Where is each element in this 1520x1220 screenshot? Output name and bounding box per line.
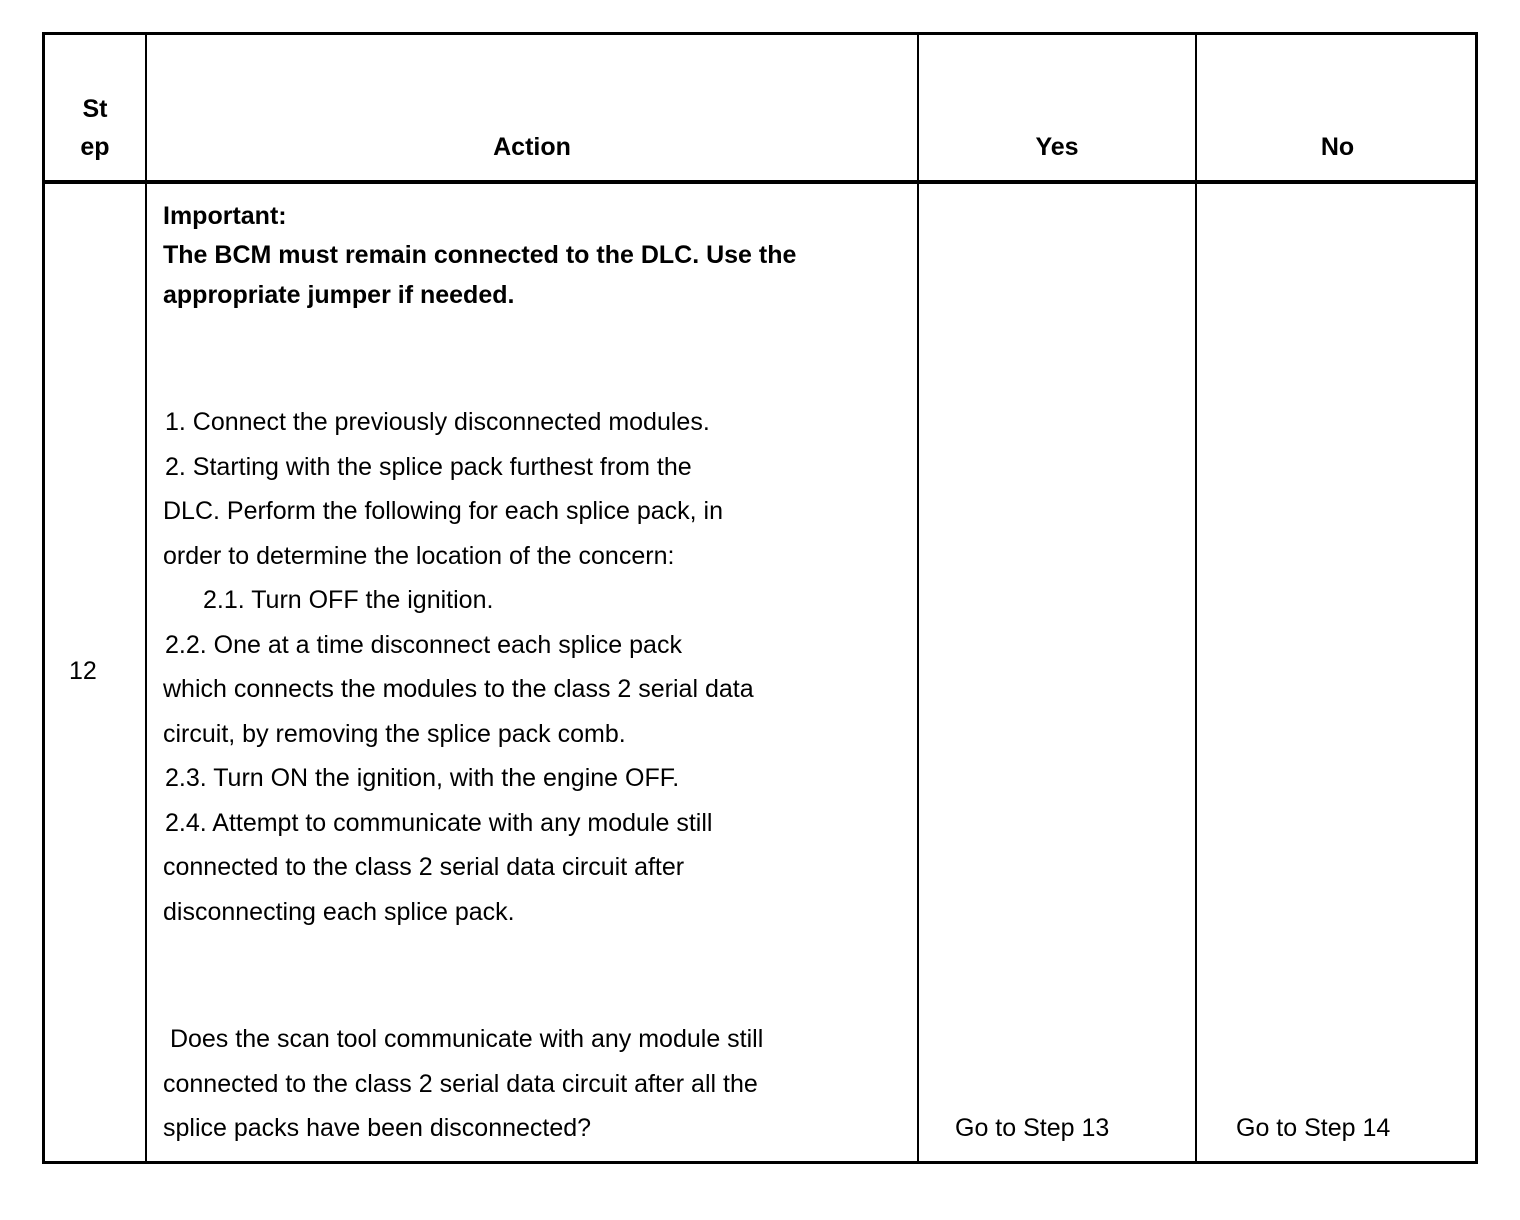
procedure-line: 2.1. Turn OFF the ignition. (203, 586, 494, 614)
header-step-line1: St (82, 95, 108, 123)
header-yes: Yes (1035, 133, 1079, 161)
question-line: Does the scan tool communicate with any module still (163, 1025, 764, 1053)
procedure-line: connected to the class 2 serial data circuit after (163, 853, 685, 881)
procedure-line: order to determine the location of the concern: (163, 542, 675, 570)
procedure-line: 2.2. One at a time disconnect each splice pack (165, 631, 682, 659)
procedure-line: 2. Starting with the splice pack furthest from the (165, 453, 692, 481)
important-text-line1: The BCM must remain connected to the DLC. Use the (163, 241, 797, 269)
procedure-line: circuit, by removing the splice pack comb. (163, 720, 626, 748)
question-line: splice packs have been disconnected? (163, 1114, 592, 1142)
no-outcome: Go to Step 14 (1236, 1114, 1391, 1142)
procedure-line: 2.3. Turn ON the ignition, with the engine OFF. (165, 764, 680, 792)
procedure-line: DLC. Perform the following for each splice pack, in (163, 497, 723, 525)
procedure-line: which connects the modules to the class 2 serial data (163, 675, 754, 703)
header-no: No (1320, 133, 1355, 161)
important-text-line2: appropriate jumper if needed. (163, 281, 515, 309)
procedure-line: 1. Connect the previously disconnected modules. (165, 408, 710, 436)
column-divider-step (145, 35, 147, 1161)
header-step-line2: ep (80, 133, 110, 161)
yes-outcome: Go to Step 13 (955, 1114, 1110, 1142)
header-action: Action (493, 133, 571, 161)
procedure-line: disconnecting each splice pack. (163, 898, 515, 926)
column-divider-yes (1195, 35, 1197, 1161)
header-divider (45, 180, 1475, 184)
step-number: 12 (69, 657, 97, 685)
header-step (45, 90, 145, 166)
question-line: connected to the class 2 serial data circuit after all the (163, 1070, 758, 1098)
procedure-table (42, 32, 1478, 1164)
procedure-line: 2.4. Attempt to communicate with any module still (165, 809, 713, 837)
column-divider-action (917, 35, 919, 1161)
important-label: Important: (163, 202, 287, 230)
